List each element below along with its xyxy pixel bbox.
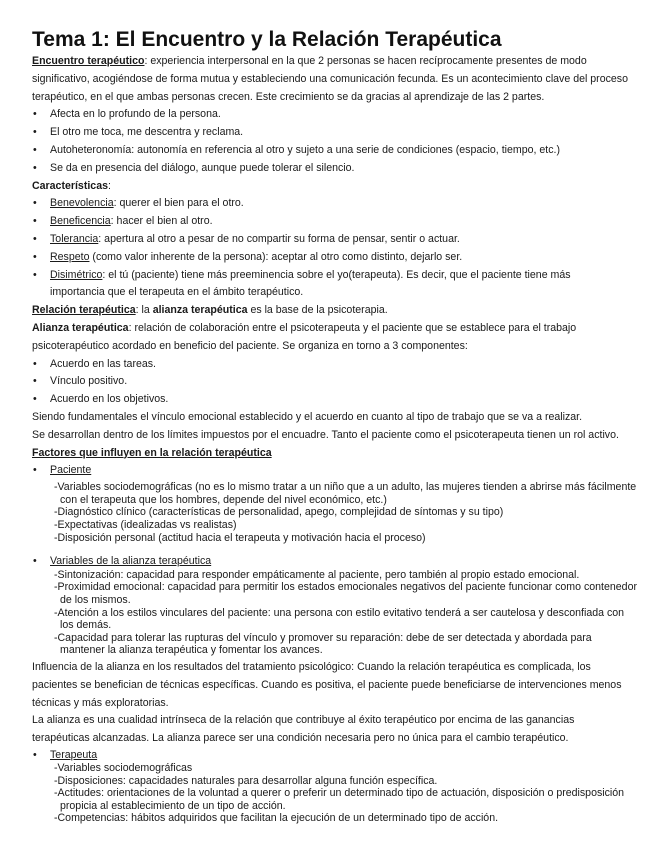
- terapeuta-items: [54, 762, 637, 825]
- alianza-components-list: [32, 356, 637, 409]
- terapeuta-section: [32, 748, 637, 762]
- encuentro-definition: [32, 53, 637, 71]
- list-item: -Variables sociodemográficas (no es lo mismo tratar a un niño que a un adulto, las mujeres tienden a abrirse más fácilmente con el terapeuta que los hombres, depende del nivel económico, etc.): [54, 481, 637, 506]
- encuentro-line3: terapéutico, en el que ambas personas crecen. Este crecimiento se da gracias al aprendizaje de las 2 partes.: [32, 90, 545, 103]
- list-item: -Expectativas (idealizadas vs realistas): [54, 518, 237, 531]
- alianza-definition: Alianza terapéutica: relación de colaboración entre el psicoterapeuta y el paciente que se establece para el trabajo: [32, 321, 577, 334]
- list-item: • Autoheteronomía: autonomía en referencia al otro y sujeto a una serie de condiciones (espacio, tiempo, etc.): [32, 142, 637, 160]
- list-item: • Acuerdo en los objetivos.: [32, 391, 637, 409]
- list-item: -Capacidad para tolerar las rupturas del vínculo y promover su reparación: debe de ser detectada y abordada para mantener la alianza terapéutica y fomentar los avances.: [54, 631, 592, 657]
- influencia-line2: pacientes se benefician de técnicas específicas. Cuando es positiva, el paciente puede beneficiarse de intervenciones menos: [32, 678, 622, 691]
- list-item: • El otro me toca, me descentra y reclama.: [32, 124, 637, 142]
- list-item: -Disposición personal (actitud hacia el terapeuta y motivación hacia el proceso): [54, 531, 426, 544]
- list-item: • Respeto (como valor inherente de la persona): aceptar al otro como distinto, dejarlo ser.: [32, 249, 637, 267]
- list-item: • Benevolencia: querer el bien para el otro.: [32, 195, 637, 213]
- alianza-after1: Siendo fundamentales el vínculo emocional establecido y el acuerdo en cuanto al tipo de trabajo que se va a realizar.: [32, 410, 583, 423]
- influencia-line5: terapéuticas alcanzadas. La alianza parece ser una condición necesaria pero no única para el cambio terapéutico.: [32, 732, 569, 745]
- variables-section: [32, 553, 637, 571]
- relacion-definition: Relación terapéutica: la alianza terapéutica es la base de la psicoterapia.: [32, 304, 388, 317]
- list-item: -Disposiciones: capacidades naturales para desarrollar alguna función específica.: [54, 774, 438, 787]
- influencia-line4: La alianza es una cualidad intrínseca de la relación que contribuye al éxito terapéutico por encima de las ganancias: [32, 714, 575, 727]
- list-item: • Se da en presencia del diálogo, aunque puede tolerar el silencio.: [32, 160, 637, 178]
- list-item: • Disimétrico: el tú (paciente) tiene más preeminencia sobre el yo(terapeuta). Es decir, que el paciente tiene más importancia que el terapeuta en el ámbito terapéutico.: [32, 267, 637, 303]
- list-item: -Variables sociodemográficas: [54, 762, 193, 775]
- encuentro-line2: significativo, acogiéndose de forma mutua y estableciendo una comunicación fecunda. Es un acontecimiento clave del proceso: [32, 72, 628, 85]
- factores-heading: Factores que influyen en la relación terapéutica: [32, 446, 272, 459]
- influencia-line3: técnicas y más exploratorias.: [32, 696, 169, 709]
- encuentro-bullet-list: [32, 106, 637, 177]
- paciente-items: [54, 481, 637, 544]
- encuentro-term: Encuentro terapéutico: [32, 55, 145, 67]
- list-item: -Sintonización: capacidad para responder empáticamente al paciente, pero también al propio estado emocional.: [54, 568, 580, 581]
- encuentro-line1: : experiencia interpersonal en la que 2 personas se hacen recíprocamente presentes de modo: [144, 55, 587, 67]
- list-item: • Beneficencia: hacer el bien al otro.: [32, 213, 637, 231]
- list-item: • Tolerancia: apertura al otro a pesar de no compartir su forma de pensar, sentir o actuar.: [32, 231, 637, 249]
- page-title: Tema 1: El Encuentro y la Relación Terapéutica: [32, 28, 502, 51]
- paciente-label: • Paciente: [32, 462, 637, 480]
- alianza-line2: psicoterapéutico acordado en beneficio del paciente. Se organiza en torno a 3 componentes:: [32, 339, 468, 352]
- alianza-after2: Se desarrollan dentro de los límites impuestos por el encuadre. Tanto el paciente como el psicoterapeuta tienen un rol activo.: [32, 428, 619, 441]
- influencia-line1: Influencia de la alianza en los resultados del tratamiento psicológico: Cuando la relación terapéutica es complicada, los: [32, 661, 591, 674]
- list-item: -Actitudes: orientaciones de la voluntad a querer o preferir un determinado tipo de actuación, disposición o predisposición propicia al establecimiento de un tipo de acción.: [54, 787, 625, 812]
- caracteristicas-heading: Características:: [32, 179, 111, 192]
- list-item: • Vínculo positivo.: [32, 373, 637, 391]
- list-item: -Atención a los estilos vinculares del paciente: una persona con estilo evitativo tenderá a ser cautelosa y desconfiada con los demás.: [54, 606, 625, 632]
- list-item: -Competencias: hábitos adquiridos que facilitan la ejecución de un determinado tipo de acción.: [54, 812, 499, 825]
- variables-items: [54, 569, 637, 657]
- paciente-section: [32, 462, 637, 480]
- list-item: -Diagnóstico clínico (características de personalidad, apego, complejidad de síntomas y su tipo): [54, 506, 504, 519]
- list-item: -Proximidad emocional: capacidad para permitir los estados emocionales negativos del paciente funcionar como contenedor de los mismos.: [54, 581, 637, 607]
- caracteristicas-list: [32, 195, 637, 302]
- list-item: • Acuerdo en las tareas.: [32, 356, 637, 374]
- terapeuta-label: • Terapeuta: [32, 748, 637, 762]
- variables-label: • Variables de la alianza terapéutica: [32, 553, 637, 571]
- list-item: • Afecta en lo profundo de la persona.: [32, 106, 637, 124]
